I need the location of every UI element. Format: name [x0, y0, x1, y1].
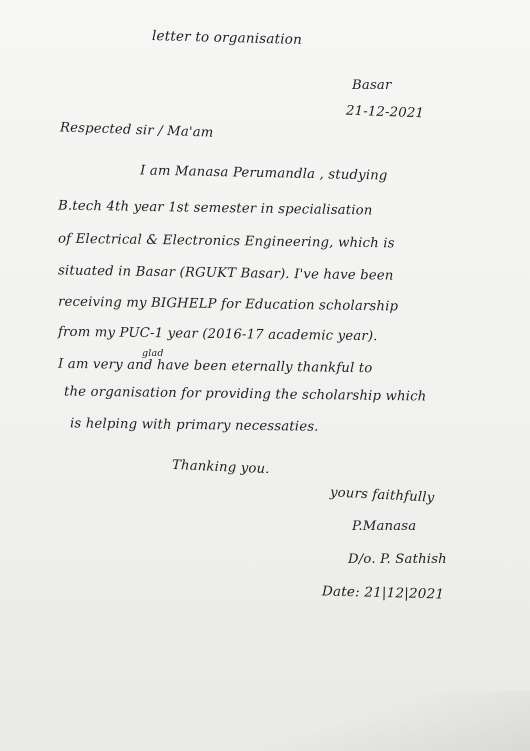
body-line: situated in Basar (RGUKT Basar). I've have been: [57, 263, 394, 284]
body-line: is helping with primary necessaties.: [69, 416, 319, 435]
letter-salutation: Respected sir / Ma'am: [59, 120, 214, 141]
letter-title: letter to organisation: [151, 28, 303, 48]
body-line: I am Manasa Perumandla , studying: [139, 163, 388, 184]
body-line: the organisation for providing the scholarship which: [63, 384, 427, 405]
letter-closing: yours faithfully: [329, 485, 435, 506]
body-line: of Electrical & Electronics Engineering, which is: [57, 231, 395, 252]
body-line: receiving my BIGHELP for Education scholarship: [57, 294, 399, 315]
letter-place: Basar: [352, 78, 392, 93]
letter-date-bottom: Date: 21|12|2021: [321, 583, 445, 603]
letter-thanks: Thanking you.: [171, 457, 270, 478]
letter-date-top: 21-12-2021: [345, 103, 425, 122]
body-line: B.tech 4th year 1st semester in specialisation: [57, 198, 373, 219]
page-shadow: [230, 691, 530, 751]
body-line: I am very and have been eternally thankful to: [57, 356, 373, 377]
signature-relation: D/o. P. Sathish: [348, 552, 447, 567]
signature-name: P.Manasa: [352, 519, 417, 534]
body-line: from my PUC-1 year (2016-17 academic year).: [57, 324, 378, 345]
body-insertion: glad: [142, 348, 164, 359]
